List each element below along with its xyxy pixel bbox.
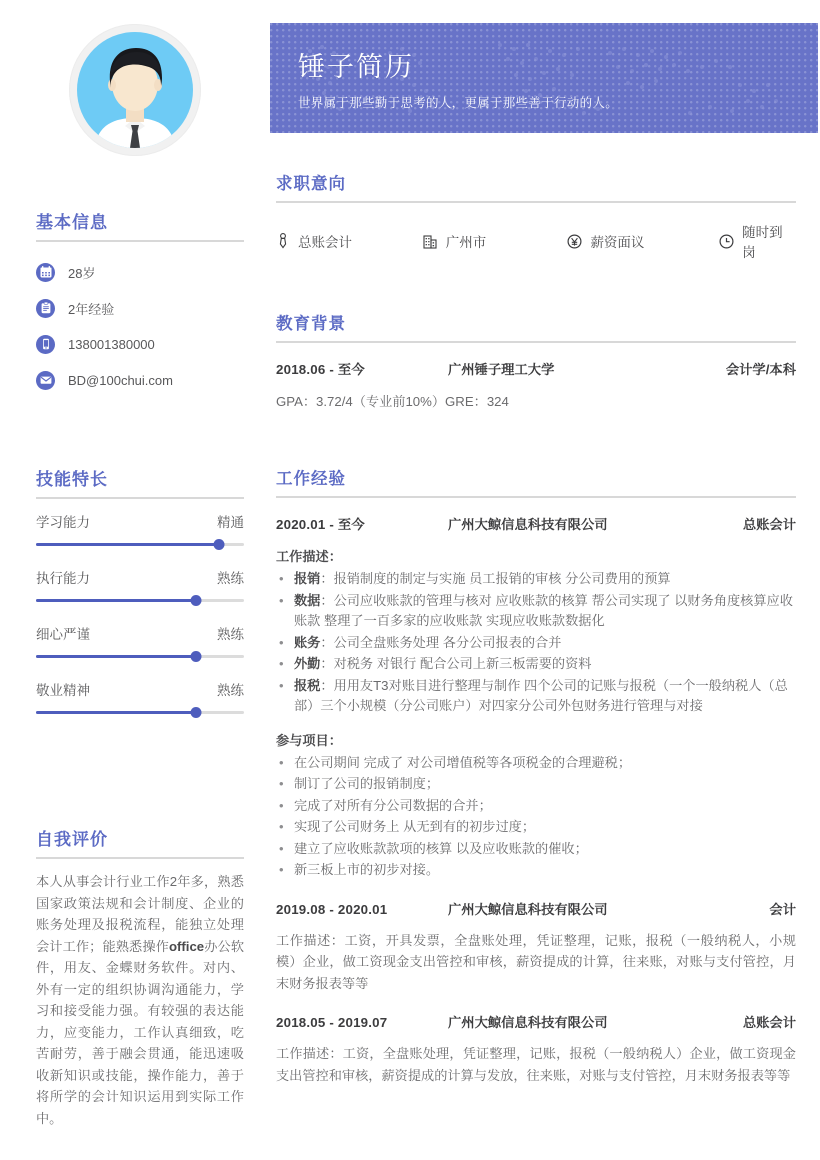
work-description: 工作描述：工资，开具发票，全盘账处理，凭证整理，记账，报税（一般纳税人，小规模）企业，做工资现金支出管控和审核，薪资提成的计算，往来账，对账与支付管控，月末财务报表等等 — [276, 932, 796, 991]
bullet-key: 报销 — [294, 571, 321, 586]
section-job-intent — [276, 170, 796, 261]
divider — [36, 240, 244, 242]
job-intent-salary — [567, 231, 719, 251]
education-major: 会计学/本科 — [725, 362, 796, 377]
skill-knob[interactable] — [191, 707, 202, 718]
work-desc-label: 工作描述： — [276, 549, 342, 564]
job-intent-city-value: 广州市 — [445, 235, 487, 250]
list-item: • 外勤：对税务 对银行 配合公司上新三板需要的资料 — [276, 653, 796, 675]
self-eval-part-1: 本人从事会计行业工作2年多，熟悉国家政策法规和会计制度、企业的账务处理及报税流程，能独立处理会计工作；能熟悉操作 — [36, 874, 244, 954]
user-avatar-illustration — [77, 32, 193, 148]
section-basic-info — [36, 208, 244, 398]
work-project-label: 参与项目： — [276, 732, 342, 748]
basic-info-heading: 基本信息 — [36, 213, 108, 232]
info-value-email: BD@100chui.com — [68, 372, 173, 388]
work-role: 总账会计 — [742, 517, 796, 532]
info-row-email — [36, 362, 244, 398]
bullet-text: 报销制度的制定与实施 员工报销的审核 分公司费用的预算 — [333, 571, 671, 586]
list-item: • 实现了公司财务上 从无到有的初步过度； — [276, 816, 796, 838]
list-item: • 报销：报销制度的制定与实施 员工报销的审核 分公司费用的预算 — [276, 568, 796, 590]
list-item: • 报税：用用友T3对账目进行整理与制作 四个公司的记账与报税（一个一般纳税人（总部）三个小规模（分公司账户）对四家分公司外包财务进行管理与对接 — [276, 675, 796, 717]
list-item: • 新三板上市的初步对接。 — [276, 859, 796, 881]
list-item: • 在公司期间 完成了 对公司增值税等各项税金的合理避税； — [276, 752, 796, 774]
job-intent-row — [276, 203, 796, 261]
skill-label: 执行能力 — [36, 571, 90, 586]
info-value-phone: 138001380000 — [68, 336, 155, 352]
info-value-age: 28岁 — [68, 265, 96, 281]
skill-level: 熟练 — [217, 627, 244, 642]
phone-icon — [36, 335, 55, 354]
work-entry — [276, 881, 796, 995]
work-desc-list — [276, 568, 796, 717]
education-heading: 教育背景 — [276, 315, 346, 333]
bullet-key: 数据 — [294, 592, 321, 608]
bullet-key: 外勤 — [294, 656, 321, 671]
work-role: 会计 — [769, 901, 796, 917]
header-banner — [270, 23, 818, 133]
work-date: 2019.08 - 2020.01 — [276, 901, 388, 917]
resume-subtitle: 世界属于那些勤于思考的人，更属于那些善于行动的人。 — [298, 96, 619, 110]
building-icon — [423, 234, 438, 249]
clipboard-icon — [36, 299, 55, 318]
skill-slider[interactable] — [36, 655, 244, 658]
yen-circle-icon — [567, 234, 582, 249]
skill-knob[interactable] — [214, 539, 225, 550]
bullet-key: 账务 — [294, 634, 321, 650]
skill-level: 熟练 — [217, 571, 244, 586]
skill-level: 熟练 — [217, 683, 244, 698]
list-item: • 制订了公司的报销制度； — [276, 773, 796, 795]
job-intent-availability-value: 随时到岗 — [742, 225, 783, 260]
section-work-experience — [276, 465, 796, 1086]
info-row-phone — [36, 326, 244, 362]
info-row-age — [36, 254, 244, 290]
clock-icon — [719, 234, 734, 249]
self-eval-heading: 自我评价 — [36, 830, 108, 849]
info-row-experience — [36, 290, 244, 326]
job-intent-heading: 求职意向 — [276, 175, 346, 193]
info-value-experience: 2年经验 — [68, 301, 115, 317]
job-intent-availability — [719, 221, 796, 261]
calendar-icon — [36, 263, 55, 282]
list-item: • 完成了对所有分公司数据的合并； — [276, 795, 796, 817]
work-entry — [276, 994, 796, 1086]
skills-heading: 技能特长 — [36, 470, 108, 489]
work-date: 2018.05 - 2019.07 — [276, 1015, 388, 1030]
skill-slider[interactable] — [36, 599, 244, 602]
self-eval-text — [36, 871, 244, 1129]
work-description: 工作描述：工资，全盘账处理，凭证整理，记账，报税（一般纳税人）企业，做工资现金支出管控和审核，薪资提成的计算与发放，往来账，对账与支付管控，月末财务报表等等 — [276, 1046, 796, 1083]
bullet-text: 对税务 对银行 配合公司上新三板需要的资料 — [333, 656, 592, 671]
job-intent-position-value: 总账会计 — [298, 235, 352, 250]
self-eval-part-2: 办公软件，用友、金蝶财务软件。对内、外有一定的组织协调沟通能力，学习和接受能力强。有较强的表达能力，应变能力，工作认真细致，吃苦耐劳，善于融会贯通，能迅速吸收新知识或技能，操作能力，善于将所学的会计知识运用到实际工作中。 — [36, 938, 245, 1126]
skill-fill — [36, 599, 196, 602]
work-entry — [276, 498, 796, 881]
job-intent-salary-value: 薪资面议 — [590, 235, 645, 250]
work-project-list — [276, 752, 796, 881]
section-education — [276, 310, 796, 412]
skill-slider[interactable] — [36, 543, 244, 546]
work-date: 2020.01 - 至今 — [276, 517, 365, 532]
bullet-key: 报税 — [294, 677, 321, 693]
skill-slider[interactable] — [36, 711, 244, 714]
skill-item — [36, 511, 244, 546]
work-company: 广州大鲸信息科技有限公司 — [448, 1015, 608, 1030]
skill-item — [36, 623, 244, 658]
education-school: 广州锤子理工大学 — [448, 362, 555, 377]
education-entry — [276, 343, 796, 412]
skill-label: 敬业精神 — [36, 683, 90, 698]
tie-icon — [276, 233, 290, 249]
work-company: 广州大鲸信息科技有限公司 — [448, 517, 608, 532]
skill-fill — [36, 543, 219, 546]
work-company: 广州大鲸信息科技有限公司 — [448, 901, 608, 917]
skill-fill — [36, 655, 196, 658]
education-date: 2018.06 - 至今 — [276, 362, 365, 377]
skill-fill — [36, 711, 196, 714]
sidebar — [0, 0, 262, 1160]
bullet-text: 公司应收账款的管理与核对 应收账款的核算 帮公司实现了 以财务角度核算应收账款 整理了一百多家的应收账款 实现应收账款数据化 — [294, 592, 793, 628]
bullet-text: 公司全盘账务处理 各分公司报表的合并 — [333, 634, 562, 650]
skill-knob[interactable] — [191, 651, 202, 662]
skill-knob[interactable] — [191, 595, 202, 606]
skill-item — [36, 567, 244, 602]
skill-label: 学习能力 — [36, 515, 90, 530]
work-role: 总账会计 — [742, 1015, 796, 1030]
list-item: • 账务：公司全盘账务处理 各分公司报表的合并 — [276, 632, 796, 654]
envelope-icon — [36, 371, 55, 390]
self-eval-emphasis: office — [168, 938, 205, 954]
bullet-text: 用用友T3对账目进行整理与制作 四个公司的记账与报税（一个一般纳税人（总部）三个小规模（分公司账户）对四家分公司外包财务进行管理与对接 — [294, 677, 788, 713]
resume-title: 锤子简历 — [298, 52, 414, 82]
job-intent-position — [276, 231, 423, 251]
education-detail: GPA：3.72/4（专业前10%）GRE：324 — [276, 394, 509, 409]
divider — [36, 497, 244, 499]
section-self-evaluation — [36, 825, 244, 1129]
avatar — [69, 24, 201, 156]
divider — [36, 857, 244, 859]
job-intent-city — [423, 231, 568, 251]
section-skills — [36, 465, 244, 735]
skill-level: 精通 — [217, 515, 244, 530]
work-heading: 工作经验 — [276, 470, 346, 488]
avatar-photo — [77, 32, 193, 148]
skill-item — [36, 679, 244, 714]
list-item: • 建立了应收账款款项的核算 以及应收账款的催收； — [276, 838, 796, 860]
skill-label: 细心严谨 — [36, 627, 90, 642]
list-item: • 数据：公司应收账款的管理与核对 应收账款的核算 帮公司实现了 以财务角度核算应收账款 整理了一百多家的应收账款 实现应收账款数据化 — [276, 590, 796, 632]
